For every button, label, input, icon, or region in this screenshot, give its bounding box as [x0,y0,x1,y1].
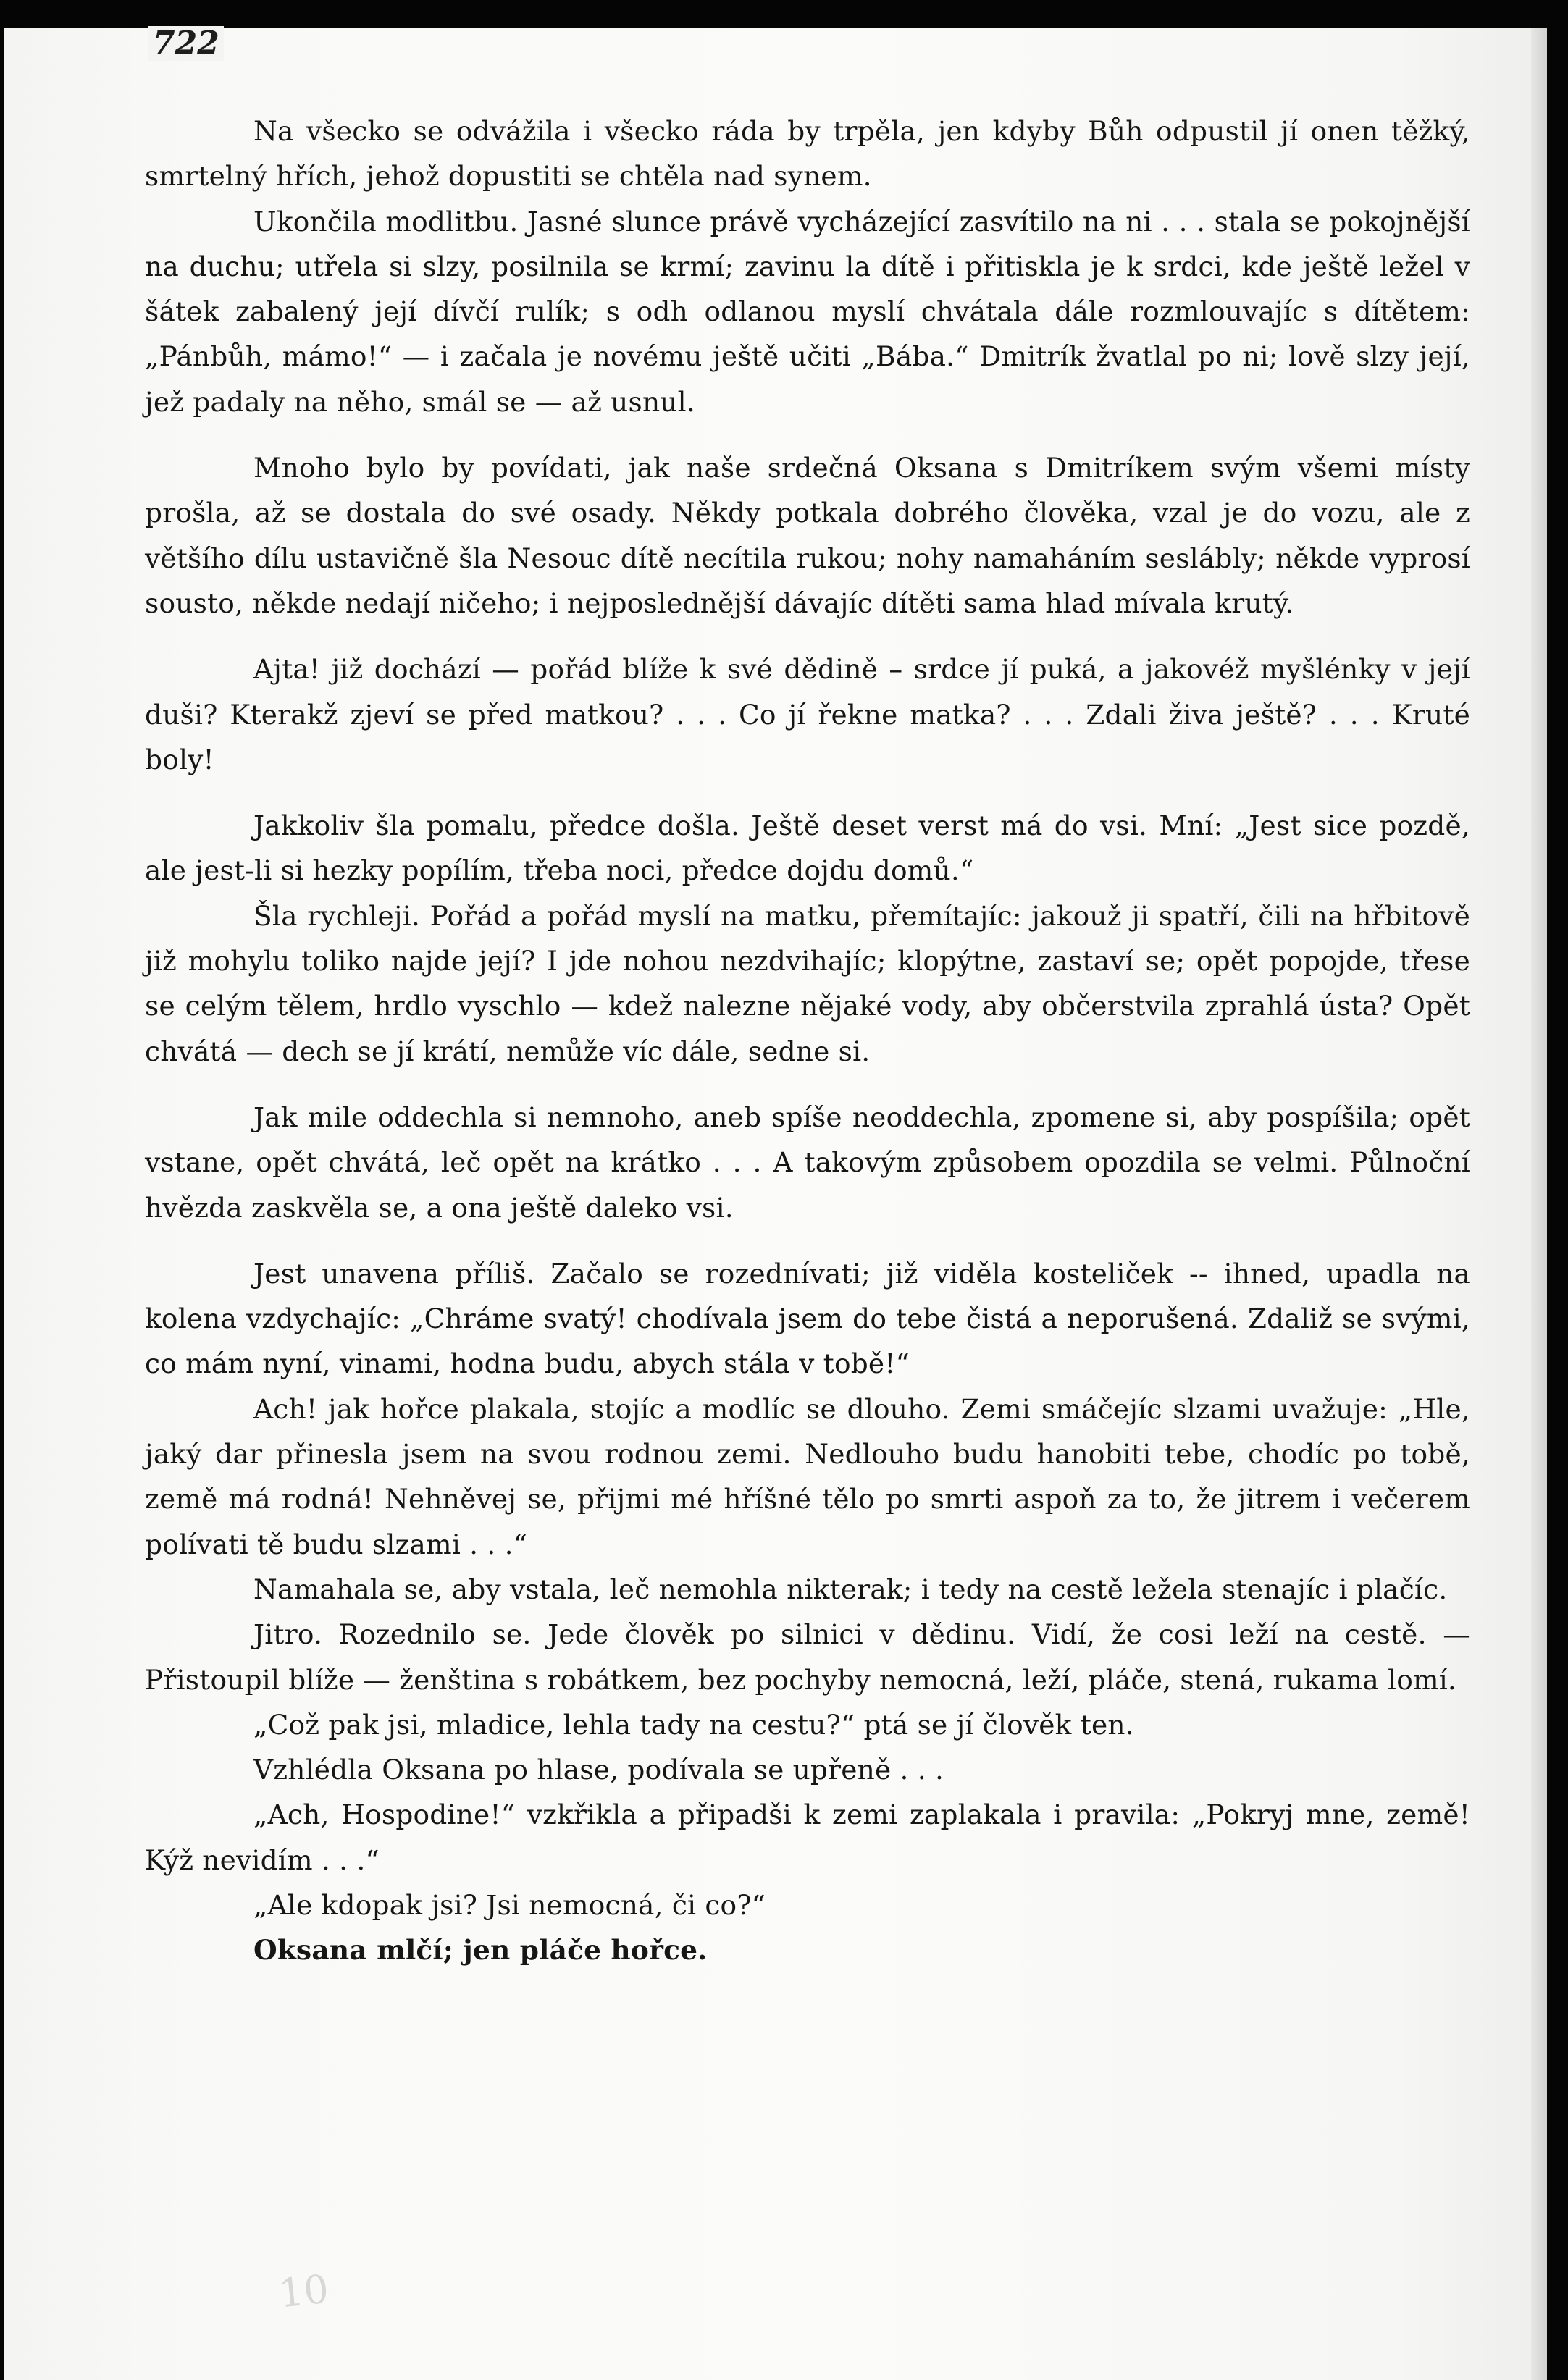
paragraph: Ukončila modlitbu. Jasné slunce právě vycházející zasvítilo na ni . . . stala se pokojnější na duchu; utřela si slzy, posilnila se krmí; zavinu la dítě i přitiskla je k srdci, kde ještě ležel v šátek zabalený její dívčí rulík; s odh odlanou myslí chvátala dále rozmlouvajíc s dítětem: „Pánbůh, mámo!“ — i začala je novému ještě učiti „Bába.“ Dmitrík žvatlal po ni; lově slzy její, jež padaly na něho, smál se — až usnul. [145,205,1470,418]
paragraph: Ach! jak hořce plakala, stojíc a modlíc se dlouho. Zemi smáčejíc slzami uvažuje: „Hle, jaký dar přinesla jsem na svou rodnou zemi. Nedlouho budu hanobiti tebe, chodíc po tobě, země má rodná! Nehněvej se, přijmi mé hříšné tělo po smrti aspoň za to, že jitrem i večerem polívati tě budu slzami . . .“ [145,1392,1470,1560]
paragraph: Jest unavena příliš. Začalo se rozednívati; již viděla kosteliček -- ihned, upadla na kolena vzdychajíc: „Chráme svatý! chodívala jsem do tebe čistá a neporušená. Zdaliž se svými, co mám nyní, vinami, hodna budu, abych stála v tobě!“ [145,1257,1470,1380]
page-number: 722 [148,26,224,61]
paragraph: Namahala se, aby vstala, leč nemohla nikterak; i tedy na cestě ležela stenajíc i plačíc. [253,1573,1448,1605]
paragraph: Jitro. Rozednilo se. Jede člověk po silnici v dědinu. Vidí, že cosi leží na cestě. — Přistoupil blíže — ženština s robátkem, bez pochyby nemocná, leží, pláče, stená, rukama lomí. [145,1618,1470,1696]
paragraph: „Ach, Hospodine!“ vzkřikla a připadši k zemi zaplakala i pravila: „Pokryj mne, země! Kýž nevidím . . .“ [145,1799,1470,1876]
paragraph: „Což pak jsi, mladice, lehla tady na cestu?“ ptá se jí člověk ten. [253,1708,1134,1741]
paragraph: Jak mile oddechla si nemnoho, aneb spíše neoddechla, zpomene si, aby pospíšila; opět vstane, opět chvátá, leč opět na krátko . . . A takovým způsobem opozdila se velmi. Půlnoční hvězda zaskvěla se, a ona ještě daleko vsi. [145,1101,1470,1224]
bleed-through-mark: 10 [276,2266,331,2317]
paragraph: Na všecko se odvážila i všecko ráda by trpěla, jen kdyby Bůh odpustil jí onen těžký, smrtelný hřích, jehož dopustiti se chtěla nad synem. [145,115,1470,193]
paragraph: Šla rychleji. Pořád a pořád myslí na matku, přemítajíc: jakouž ji spatří, čili na hřbitově již mohylu toliko najde její? I jde nohou nezdvihajíc; klopýtne, zastaví se; opět popojde, třese se celým tělem, hrdlo vyschlo — kdež nalezne nějaké vody, aby občerstvila zprahlá ústa? Opět chvátá — dech se jí krátí, nemůže víc dále, sedne si. [145,899,1470,1067]
paragraph: Jakkoliv šla pomalu, předce došla. Ještě deset verst má do vsi. Mní: „Jest sice pozdě, ale jest-li si hezky popílím, třeba noci, předce dojdu domů.“ [145,810,1470,887]
scan-shadow-edge [1531,28,1547,2380]
body-text [145,109,1470,1973]
paragraph: Mnoho bylo by povídati, jak naše srdečná Oksana s Dmitríkem svým všemi místy prošla, až se dostala do své osady. Někdy potkala dobrého člověka, vzal je do vozu, ale z většího dílu ustavičně šla Nesouc dítě necítila rukou; nohy namaháním seslábly; někde vyprosí sousto, někde nedají ničeho; i nejposlednější dávajíc dítěti sama hlad mívala krutý. [145,452,1470,619]
paragraph: „Ale kdopak jsi? Jsi nemocná, či co?“ [253,1888,766,1921]
paragraph: Oksana mlčí; jen pláče hořce. [253,1934,708,1967]
paragraph: Vzhlédla Oksana po hlase, podívala se upřeně . . . [253,1754,944,1786]
paragraph: Ajta! již dochází — pořád blíže k své dědině – srdce jí puká, a jakovéž myšlénky v její duši? Kterakž zjeví se před matkou? . . . Co jí řekne matka? . . . Zdali živa ještě? . . . Kruté boly! [145,653,1470,775]
